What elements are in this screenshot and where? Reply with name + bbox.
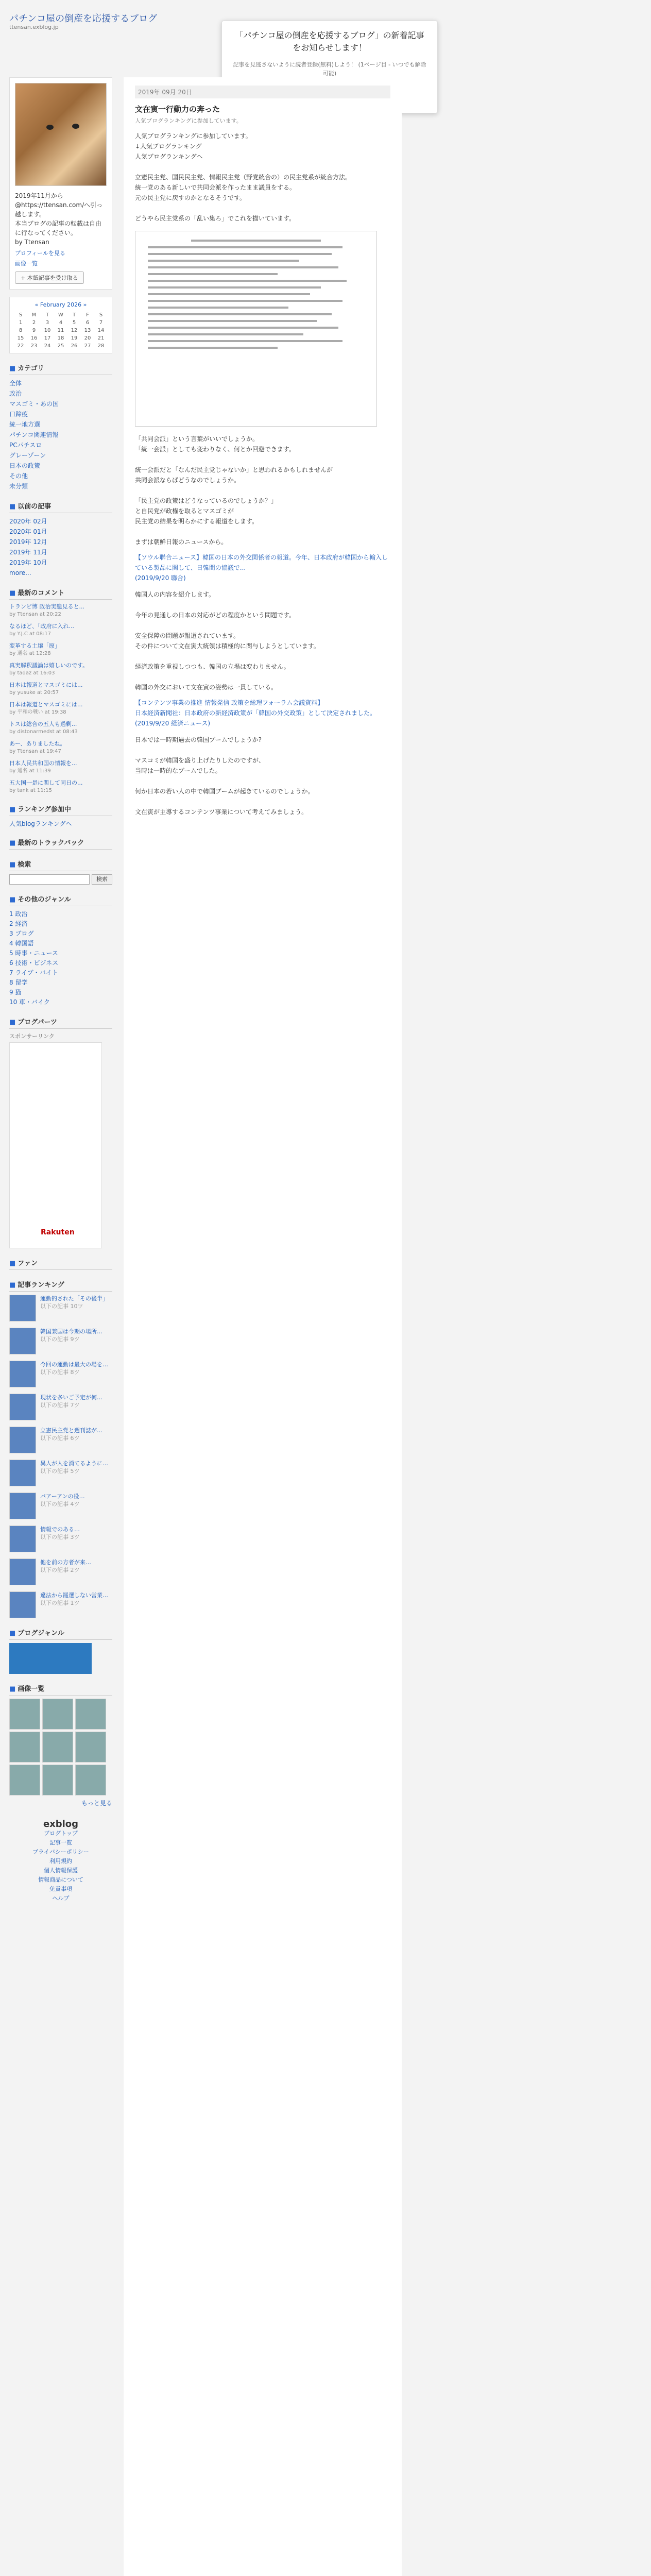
comment-by: by Y.J.C at 08:17 (9, 631, 52, 637)
article-rank-meta: 以下の記事 2ツ (40, 1567, 80, 1573)
comment-by: by tadaz at 16:03 (9, 670, 55, 676)
footer-link[interactable]: 個人情報保護 (44, 1867, 78, 1874)
genre-list (9, 909, 112, 1007)
calendar-day: 9 (32, 328, 36, 333)
post-title[interactable]: 文在寅一行動力の奔った (135, 105, 220, 114)
trackback-head: 最新のトラックバック (18, 839, 84, 847)
photo-thumb[interactable] (42, 1765, 73, 1795)
bullet-icon: ■ (9, 861, 16, 869)
comment-by: by distonarmedst at 08:43 (9, 729, 78, 735)
recent-head: 以前の記事 (18, 503, 52, 511)
more-link[interactable]: もっと見る (81, 1800, 112, 1807)
calendar-grid (14, 312, 108, 349)
article-rank-meta: 以下の記事 9ツ (40, 1336, 80, 1343)
photo-thumb[interactable] (75, 1765, 106, 1795)
body-line: 民主党の結果を明らかにする報道をします。 (135, 518, 259, 525)
bullet-icon: ■ (9, 1019, 16, 1026)
article-rank-meta: 以下の記事 4ツ (40, 1501, 80, 1507)
category-item-link[interactable]: マスゴミ・あの国 (9, 400, 59, 408)
footer-link[interactable]: プライバシーポリシー (32, 1849, 89, 1855)
comment-item[interactable] (9, 759, 112, 775)
article-thumb[interactable] (9, 1558, 36, 1585)
archive-item-link[interactable]: 2019年 12月 (9, 538, 47, 546)
blogparts-section (9, 1016, 112, 1248)
category-item-link[interactable]: PCパチスロ (9, 442, 42, 449)
comment-link[interactable]: なるほど、「政府に入れ... (9, 623, 74, 630)
comment-by: by 平和の戦い at 19:38 (9, 709, 66, 715)
comment-link[interactable]: 日本は報道とマスゴミには... (9, 682, 83, 688)
category-item-link[interactable]: グレーゾーン (9, 452, 46, 459)
comment-link[interactable]: 五大国一是に関して同日の... (9, 779, 83, 786)
calendar-nav[interactable]: « February 2026 » (35, 301, 87, 308)
profile-image[interactable] (15, 83, 107, 186)
article-rank-text[interactable]: 運動的された「その後半」 以下の記事 10ツ (40, 1295, 108, 1310)
article-rank-text[interactable]: 立憲民主党と週刊誌が… 以下の記事 6ツ (40, 1427, 102, 1442)
genre-item[interactable] (9, 909, 112, 919)
rakuten-logo: Rakuten (41, 1228, 75, 1236)
article-rank-text[interactable]: 今回の運動は最大の場を… 以下の記事 8ツ (40, 1361, 108, 1376)
blogparts-head: ブログパーツ (18, 1019, 57, 1026)
quote-block-2[interactable]: 【コンテンツ事業の推進 情報発信 政策を総理フォーラム会議資料】 日本経済新聞社：日本政府の新経済政策が「韓国の外交政策」として決定されました。 (2019/9/20 経済ニュース) (135, 699, 376, 727)
category-item[interactable] (9, 440, 112, 450)
post-body-4 (135, 735, 390, 817)
category-item[interactable] (9, 399, 112, 409)
article-rank-item[interactable] (9, 1427, 112, 1453)
bullet-icon: ■ (9, 365, 16, 372)
body-line: 文在寅が主導するコンテンツ事業について考えてみましょう。 (135, 808, 308, 816)
calendar-day: 2 (32, 320, 36, 326)
category-head: カテゴリ (18, 365, 44, 372)
genre-item[interactable] (9, 978, 112, 988)
comments-list (9, 603, 112, 794)
article-rank-item[interactable] (9, 1460, 112, 1486)
body-line: 安全保障の問題が報道されています。 (135, 632, 240, 639)
follow-small-button[interactable]: + 本紙記事を受け取る (15, 272, 84, 284)
archive-item[interactable] (9, 568, 112, 578)
article-thumb[interactable] (9, 1591, 36, 1618)
footer-link[interactable]: 免責事項 (49, 1886, 72, 1892)
body-line: まずは朝鮮日報のニュースから。 (135, 538, 228, 546)
genre-item[interactable] (9, 939, 112, 948)
calendar-day: 25 (57, 343, 64, 349)
calendar-day: M (31, 312, 37, 318)
bullet-icon: ■ (9, 896, 16, 904)
post-date: 2019年 09月 20日 (135, 86, 390, 98)
calendar-day: T (45, 312, 49, 318)
category-item[interactable] (9, 378, 112, 388)
blogpeople-banner[interactable] (9, 1643, 92, 1674)
calendar-day: 11 (57, 328, 64, 333)
calendar-day: 26 (71, 343, 78, 349)
comment-by: by 通名 at 12:28 (9, 651, 51, 656)
calendar (9, 297, 112, 353)
body-line (135, 600, 390, 610)
bullet-icon: ■ (9, 589, 16, 597)
comment-link[interactable]: あー、ありましたね。 (9, 740, 66, 747)
body-line: 経済政策を重視しつつも、韓国の立場は変わりません。 (135, 663, 290, 670)
comment-item[interactable] (9, 740, 112, 755)
calendar-day: 6 (85, 320, 90, 326)
article-rank-item[interactable] (9, 1328, 112, 1354)
body-line: 何か日本の若い人の中で韓国ブームが起きているのでしょうか。 (135, 788, 314, 795)
comment-by: by Ttensan at 20:22 (9, 612, 61, 617)
article-thumb[interactable] (9, 1526, 36, 1552)
calendar-day: 14 (97, 328, 105, 333)
popup-sub: 記事を見逃さないように読者登録(無料)しよう！ (1ページ目 - いつでも解除可能) (233, 61, 426, 77)
article-rank-item[interactable] (9, 1558, 112, 1585)
ranking-link[interactable]: 人気blogランキングへ (9, 820, 72, 827)
body-line (135, 745, 390, 755)
body-line: ↓人気ブログランキング (135, 143, 202, 150)
category-item-link[interactable]: 統一地方選 (9, 421, 41, 428)
category-item[interactable] (9, 461, 112, 471)
comment-item[interactable] (9, 720, 112, 736)
calendar-day: 7 (99, 320, 103, 326)
article-rank-text[interactable]: 違法から罷選しない営業… 以下の記事 1ツ (40, 1592, 108, 1606)
article-rank-meta: 以下の記事 8ツ (40, 1369, 80, 1376)
calendar-day: 16 (30, 335, 38, 341)
category-item[interactable] (9, 388, 112, 399)
main-content (124, 77, 402, 2576)
comment-item[interactable] (9, 622, 112, 638)
photo-thumb[interactable] (9, 1765, 40, 1795)
recent-section (9, 501, 112, 578)
body-line (135, 776, 390, 786)
article-rank-text[interactable]: 異人が人を消てるように… 以下の記事 5ツ (40, 1460, 108, 1475)
category-list (9, 378, 112, 492)
calendar-day: 27 (84, 343, 91, 349)
profile-link[interactable]: プロフィールを見る (15, 250, 65, 257)
photo-thumb[interactable] (75, 1732, 106, 1762)
search-button[interactable]: 検索 (92, 874, 112, 885)
site-url: ttensan.exblog.jp (9, 24, 59, 30)
bullet-icon: ■ (9, 1685, 16, 1693)
article-rank-text[interactable]: 韓国兼国は今期の場所… 以下の記事 9ツ (40, 1328, 102, 1343)
profile-images-link[interactable]: 画像一覧 (15, 260, 38, 267)
archive-item[interactable] (9, 557, 112, 568)
calendar-day: 1 (19, 320, 23, 326)
archive-item[interactable] (9, 527, 112, 537)
calendar-day: 12 (71, 328, 78, 333)
body-line: 日本では一時期過去の韓国ブームでしょうか? (135, 736, 262, 743)
category-item[interactable] (9, 450, 112, 461)
recent-list (9, 516, 112, 578)
footer-link[interactable]: 記事一覧 (49, 1839, 72, 1846)
genre-item[interactable] (9, 997, 112, 1007)
body-line (135, 672, 390, 682)
category-section (9, 363, 112, 492)
archive-item-link[interactable]: 2020年 02月 (9, 518, 47, 525)
bullet-icon: ■ (9, 1281, 16, 1289)
calendar-day: 4 (59, 320, 63, 326)
comment-item[interactable] (9, 603, 112, 618)
body-line: 今年の見通しの日本の対応がどの程度かという問題です。 (135, 612, 296, 619)
body-line (135, 203, 390, 213)
genre-item[interactable] (9, 958, 112, 968)
article-rank-item[interactable] (9, 1493, 112, 1519)
bullet-icon: ■ (9, 839, 16, 847)
article-rank-item[interactable] (9, 1526, 112, 1552)
article-rank-text[interactable]: 他を前の方者が来… 以下の記事 2ツ (40, 1559, 91, 1573)
body-line: 統一会派だと「なんだ民主党じゃないか」と思われるかもしれませんが (135, 466, 333, 473)
post-meta: 人気ブログランキングに参加しています。 (135, 117, 242, 124)
article-thumb[interactable] (9, 1328, 36, 1354)
blogpeople-head: ブログジャンル (18, 1630, 64, 1637)
body-line: と自民党が政権を取るとマスゴミが (135, 507, 234, 515)
search-section (9, 859, 112, 885)
archive-item-link[interactable]: more... (9, 569, 31, 577)
archive-item[interactable] (9, 547, 112, 557)
comment-link[interactable]: 日本は報道とマスゴミには... (9, 701, 83, 708)
genre-section (9, 894, 112, 1007)
calendar-day: 19 (71, 335, 78, 341)
photo-thumb[interactable] (9, 1732, 40, 1762)
body-line: 韓国の外交において文在寅の姿勢は一貫している。 (135, 684, 278, 691)
calendar-day: 5 (72, 320, 76, 326)
calendar-day: 8 (19, 328, 23, 333)
genre-item-link[interactable]: 10 車・バイク (9, 998, 50, 1006)
calendar-day: 20 (84, 335, 91, 341)
body-line: 当時は一時的なブームでした。 (135, 767, 221, 774)
search-head: 検索 (18, 861, 31, 869)
blogpeople-section (9, 1628, 112, 1674)
article-thumb[interactable] (9, 1493, 36, 1519)
article-rank-text[interactable]: 現状を多いご予定が何… 以下の記事 7ツ (40, 1394, 102, 1409)
footer-link[interactable]: ヘルプ (52, 1895, 70, 1902)
calendar-day: 15 (17, 335, 24, 341)
body-line: 韓国人の内容を紹介します。 (135, 591, 215, 598)
genre-item-link[interactable]: 4 韓国語 (9, 940, 34, 947)
comments-section (9, 587, 112, 794)
trackback-section (9, 837, 112, 850)
genre-item-link[interactable]: 1 政治 (9, 910, 28, 918)
body-line: 「共同会派」という言葉がいいでしょうか。 (135, 435, 259, 443)
article-rank-list (9, 1295, 112, 1618)
comment-item[interactable] (9, 642, 112, 657)
ad-box[interactable] (9, 1042, 102, 1248)
bullet-icon: ■ (9, 1630, 16, 1637)
archive-item[interactable] (9, 537, 112, 547)
quote-block-1[interactable]: 【ソウル聯合ニュース】韓国の日本の外交関係者の報道。今年、日本政府が韓国から輸入している製品に関して、日韓間の協議で... (2019/9/20 聯合) (135, 554, 388, 582)
calendar-day: S (19, 312, 23, 318)
comment-link[interactable]: 真実解釈議論は嬉しいのです。 (9, 662, 89, 669)
comment-by: by 通名 at 11:39 (9, 768, 51, 774)
comment-link[interactable]: 変革する土壌「原」 (9, 642, 60, 649)
photo-grid (9, 1699, 112, 1795)
comment-item[interactable] (9, 662, 112, 677)
comments-head: 最新のコメント (18, 589, 65, 597)
genre-item-link[interactable]: 9 猫 (9, 989, 22, 996)
category-item-link[interactable]: 政治 (9, 390, 22, 397)
genre-item-link[interactable]: 8 留学 (9, 979, 28, 986)
exblog-logo[interactable]: exblog (43, 1819, 79, 1829)
footer-link[interactable]: 情報商品について (38, 1876, 83, 1883)
post-body (135, 131, 390, 224)
calendar-day: 3 (45, 320, 49, 326)
body-line: 元の民主党に戻すのかとなるそうです。 (135, 194, 246, 201)
bullet-icon: ■ (9, 1260, 16, 1267)
bullet-icon: ■ (9, 503, 16, 511)
footer-links (9, 1829, 112, 1903)
article-rank-meta: 以下の記事 10ツ (40, 1303, 83, 1310)
genre-item-link[interactable]: 5 時事・ニュース (9, 950, 58, 957)
calendar-day: T (72, 312, 76, 318)
calendar-day: 22 (17, 343, 24, 349)
body-line: 立憲民主党、国民民主党、情報民主党（野党統合の）の民主党系が統合方法。 (135, 174, 352, 181)
article-rank-item[interactable] (9, 1295, 112, 1321)
body-line (135, 454, 390, 465)
calendar-day: 17 (44, 335, 51, 341)
article-rank-meta: 以下の記事 1ツ (40, 1600, 80, 1606)
ad-label: スポンサーリンク (9, 1033, 55, 1040)
body-line (135, 527, 390, 537)
archive-item-link[interactable]: 2020年 01月 (9, 528, 47, 535)
genre-item-link[interactable]: 2 経済 (9, 920, 28, 927)
comment-by: by tank at 11:15 (9, 788, 52, 793)
article-thumb[interactable] (9, 1361, 36, 1387)
article-rank-item[interactable] (9, 1591, 112, 1618)
category-item[interactable] (9, 419, 112, 430)
article-thumb[interactable] (9, 1295, 36, 1321)
body-line: 人気ブログランキングへ (135, 153, 203, 160)
calendar-day: 24 (44, 343, 51, 349)
photo-thumb[interactable] (42, 1699, 73, 1730)
comment-item[interactable] (9, 701, 112, 716)
body-line: 「統一会派」としても変わりなく、何とか回避できます。 (135, 446, 295, 453)
article-rank-meta: 以下の記事 7ツ (40, 1402, 80, 1409)
article-rank-item[interactable] (9, 1394, 112, 1420)
calendar-day: 23 (30, 343, 38, 349)
profile-text: 2019年11月から @https://ttensan.com/へ引っ越します。 本当ブログの記事の転載は自由に行なってください。 by Ttensan (15, 192, 103, 246)
category-item[interactable] (9, 471, 112, 481)
ranking-head: ランキング参加中 (18, 806, 71, 814)
footer-link[interactable]: 利用規約 (49, 1858, 72, 1865)
article-rank-meta: 以下の記事 6ツ (40, 1435, 80, 1442)
calendar-day: 18 (57, 335, 64, 341)
photo-thumb[interactable] (42, 1732, 73, 1762)
genre-head: その他のジャンル (18, 896, 71, 904)
body-line: どうやら民主党系の「乱い集ろ」でこれを描いています。 (135, 215, 296, 222)
body-line: マスコミが韓国を盛り上げたりしたのですが、 (135, 757, 265, 764)
body-line: 統一党のある新しいで共同会派を作ったまま議員をする。 (135, 184, 296, 191)
calendar-day: S (99, 312, 103, 318)
article-rank-item[interactable] (9, 1361, 112, 1387)
comment-link[interactable]: トランピ博 政治実態見ると... (9, 603, 84, 610)
category-item[interactable] (9, 409, 112, 419)
body-line: 「民主党の政策はどうなっているのでしょうか？」 (135, 497, 278, 504)
search-input[interactable] (9, 874, 90, 885)
category-item-link[interactable]: 未分類 (9, 483, 28, 490)
body-line (135, 796, 390, 807)
comment-item[interactable] (9, 681, 112, 697)
category-item[interactable] (9, 481, 112, 492)
category-item-link[interactable]: 口蹄疫 (9, 411, 28, 418)
article-rank-text[interactable]: 情報でのある… 以下の記事 3ツ (40, 1526, 80, 1540)
calendar-day: 10 (44, 328, 51, 333)
genre-item[interactable] (9, 988, 112, 997)
comment-by: by Ttensan at 19:47 (9, 749, 61, 754)
popup-message: 「パチンコ屋の倒産を応援するブログ」の新着記事をお知らせします！ (235, 30, 424, 53)
comment-item[interactable] (9, 779, 112, 794)
calendar-day: 28 (97, 343, 105, 349)
genre-item[interactable] (9, 919, 112, 929)
sidebar (9, 77, 112, 1903)
article-thumb[interactable] (9, 1427, 36, 1453)
footer-link[interactable]: ブログトップ (44, 1830, 78, 1837)
post-body-3 (135, 589, 390, 692)
body-line: 人気ブログランキングに参加しています。 (135, 132, 252, 140)
profile-box (9, 77, 112, 290)
post-body-2 (135, 434, 390, 547)
document-image (135, 231, 377, 427)
fans-head: ファン (18, 1260, 38, 1267)
category-item-link[interactable]: その他 (9, 472, 28, 480)
article-rank-text[interactable]: パアーアンの役… 以下の記事 4ツ (40, 1493, 85, 1507)
body-line (135, 620, 390, 631)
genre-item-link[interactable]: 6 技術・ビジネス (9, 959, 59, 967)
calendar-day: F (86, 312, 89, 318)
body-line (135, 485, 390, 496)
genre-item[interactable] (9, 929, 112, 939)
article-rank-section (9, 1279, 112, 1618)
category-item-link[interactable]: 日本の政策 (9, 462, 41, 469)
images-section (9, 1683, 112, 1807)
comment-link[interactable]: トスは総合の五人も過剰... (9, 721, 77, 727)
calendar-day: 13 (84, 328, 91, 333)
article-thumb[interactable] (9, 1394, 36, 1420)
body-line: 共同会派ならばどうなのでしょうか。 (135, 477, 241, 484)
comment-link[interactable]: 日本人民共和国の情報を... (9, 760, 77, 767)
body-line: その件について文在寅大統領は積極的に関与しようとしています。 (135, 642, 320, 650)
body-line (135, 651, 390, 662)
article-rank-head: 記事ランキング (18, 1281, 64, 1289)
article-rank-meta: 以下の記事 5ツ (40, 1468, 80, 1475)
bullet-icon: ■ (9, 806, 16, 814)
photo-thumb[interactable] (75, 1699, 106, 1730)
category-item[interactable] (9, 430, 112, 440)
genre-item-link[interactable]: 7 ライブ・バイト (9, 969, 58, 976)
calendar-day: W (58, 312, 63, 318)
archive-item-link[interactable]: 2019年 10月 (9, 559, 47, 566)
category-item-link[interactable]: パチンコ関連情報 (9, 431, 59, 438)
genre-item[interactable] (9, 948, 112, 958)
site-title[interactable]: パチンコ屋の倒産を応援するブログ (9, 13, 158, 24)
fans-section (9, 1258, 112, 1270)
ranking-section (9, 804, 112, 828)
photo-thumb[interactable] (9, 1699, 40, 1730)
sidebar-footer (9, 1820, 112, 1903)
category-item-link[interactable]: 全体 (9, 380, 22, 387)
genre-item-link[interactable]: 3 ブログ (9, 930, 34, 937)
images-head: 画像一覧 (18, 1685, 45, 1693)
archive-item[interactable] (9, 516, 112, 527)
article-thumb[interactable] (9, 1460, 36, 1486)
archive-item-link[interactable]: 2019年 11月 (9, 549, 47, 556)
genre-item[interactable] (9, 968, 112, 978)
article-rank-meta: 以下の記事 3ツ (40, 1534, 80, 1540)
body-line (135, 162, 390, 172)
calendar-day: 21 (97, 335, 105, 341)
comment-by: by yusuke at 20:57 (9, 690, 59, 696)
